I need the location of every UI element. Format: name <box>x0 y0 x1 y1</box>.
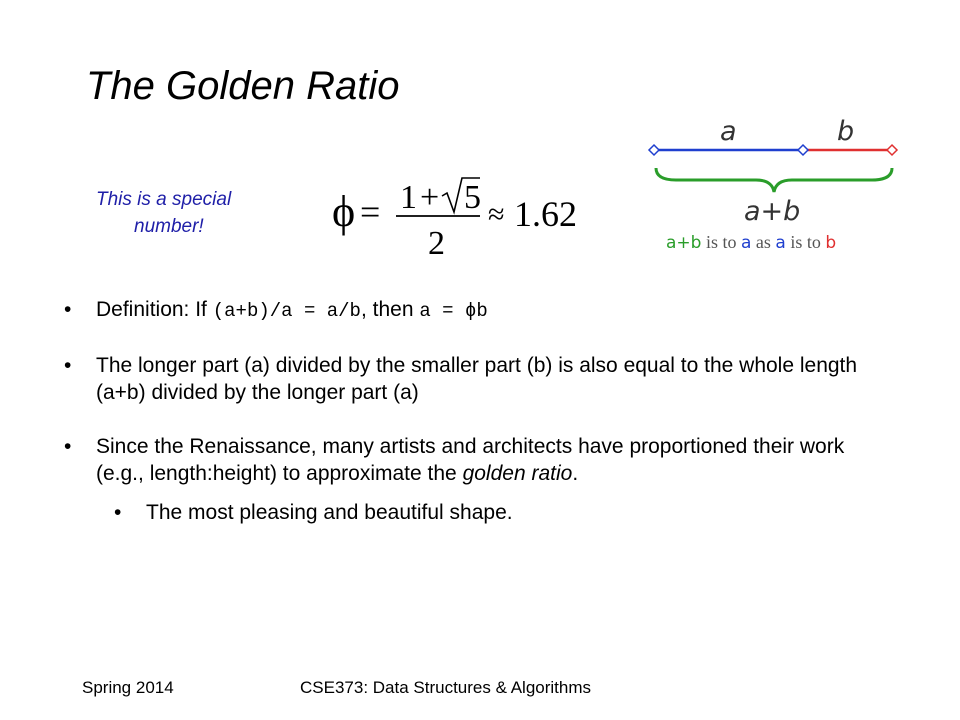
numerator-one: 1 <box>400 179 417 216</box>
bullet-renaissance <box>64 433 884 526</box>
definition-result: a = ϕb <box>419 300 488 322</box>
bullet-definition <box>64 296 884 325</box>
note-line-1: This is a special <box>96 189 232 210</box>
renaissance-text: Since the Renaissance, many artists and architects have proportioned their work (e.g., length:height) to approximate the <box>96 435 845 485</box>
caption-as: as <box>751 232 776 252</box>
phi-symbol: ϕ <box>332 187 356 236</box>
caption-a-1: a <box>740 233 752 253</box>
definition-then: , then <box>360 298 420 321</box>
plus-sign: + <box>420 179 440 216</box>
footer-date: Spring 2014 <box>82 678 174 697</box>
golden-ratio-italic: golden ratio <box>462 462 573 485</box>
sub-bullet-pleasing-shape: • The most pleasing and beautiful shape. <box>96 499 884 526</box>
definition-equation: (a+b)/a = a/b <box>212 300 361 322</box>
equals-sign: = <box>360 192 381 232</box>
renaissance-end: . <box>572 462 579 485</box>
denominator: 2 <box>428 225 445 260</box>
label-b: b <box>837 116 855 147</box>
whole-brace <box>656 168 892 192</box>
note-line-2: number! <box>134 216 204 237</box>
caption-a-2: a <box>775 233 786 253</box>
caption-b: b <box>825 233 837 253</box>
ratio-caption <box>666 232 836 253</box>
definition-prefix: Definition: If <box>96 298 213 321</box>
middle-endpoint <box>798 145 808 155</box>
label-a: a <box>720 116 737 147</box>
bullet-longer-part: • The longer part (a) divided by the smaller part (b) is also equal to the whole length (a+b) divided by the longer part (a) <box>64 352 884 406</box>
caption-is-to-2: is to <box>785 232 826 252</box>
bullet-list <box>64 296 884 553</box>
right-endpoint <box>887 145 897 155</box>
slide-title: The Golden Ratio <box>86 64 400 108</box>
radicand: 5 <box>464 179 481 216</box>
golden-ratio-formula <box>330 170 580 260</box>
footer-course: CSE373: Data Structures & Algorithms <box>300 678 592 697</box>
approx-sign: ≈ <box>488 198 505 231</box>
sub-bullet-list <box>96 499 884 526</box>
approx-value: 1.62 <box>514 194 577 234</box>
label-a-plus-b: a+b <box>744 196 801 227</box>
caption-is-to-1: is to <box>701 232 741 252</box>
left-endpoint <box>649 145 659 155</box>
caption-a-plus-b: a+b <box>666 233 702 253</box>
special-number-note <box>96 186 286 240</box>
